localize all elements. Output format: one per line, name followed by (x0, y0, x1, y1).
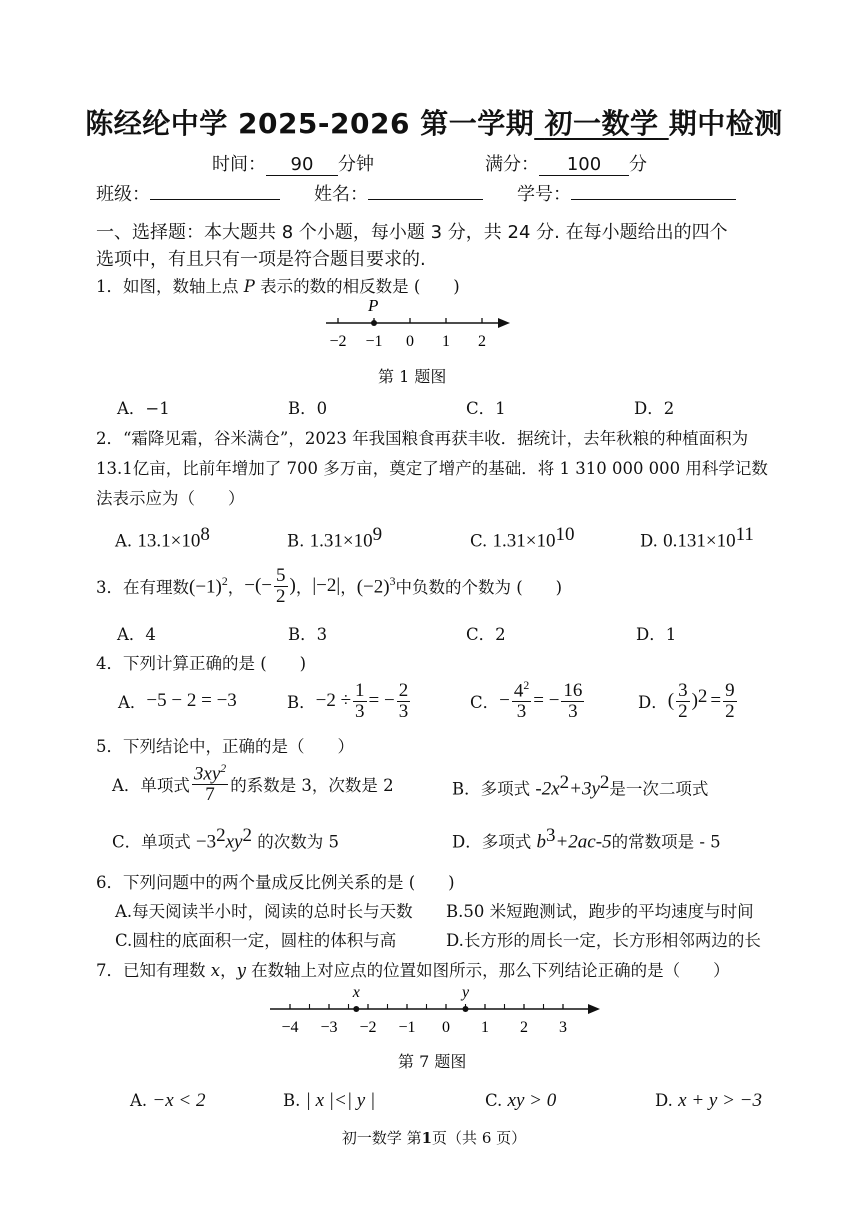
q1-axis-arrow (498, 318, 510, 328)
q1-point-p-label: P (368, 296, 379, 315)
q3-option-b[interactable]: B．3 (288, 625, 328, 644)
class-blank[interactable] (150, 179, 280, 200)
q7-option-a[interactable]: A. −x < 2 (130, 1090, 206, 1111)
class-label: 班级： (96, 184, 150, 205)
title-subject: 初一数学 (544, 107, 659, 140)
q2-line2: 13.1亿亩，比前年增加了 700 多万亩，奠定了增产的基础．将 1 310 000 000 用科学记数 (96, 459, 768, 478)
q2-line1: 2．“霜降见霜，谷米满仓”，2023 年我国粮食再获丰收．据统计，去年秋粮的种植面积为 (96, 429, 749, 448)
time-label: 时间： (212, 154, 266, 175)
q7-tick-label: 3 (559, 1019, 567, 1036)
q4-stem: 4．下列计算正确的是 ( ) (96, 654, 307, 673)
student-id-label: 学号： (517, 184, 571, 205)
q1-tick-label: 2 (478, 333, 486, 350)
title-prefix: 陈经纶中学 2025-2026 第一学期 (85, 107, 535, 140)
q1-var-p: P (243, 277, 255, 296)
page-footer: 初一数学 第1页（共 6 页） (341, 1129, 527, 1147)
q1-option-c[interactable]: C．1 (466, 399, 506, 418)
q6-option-d[interactable]: D.长方形的周长一定，长方形相邻两边的长 (446, 931, 761, 950)
class-field (96, 179, 280, 206)
name-field (314, 179, 483, 206)
q2-option-b[interactable]: B. $1.31\times 10^9$ (287, 524, 383, 552)
q2-option-c[interactable]: C. $1.31\times 10^{10}$ (470, 524, 575, 552)
q3-option-a[interactable]: A．4 (117, 625, 156, 644)
q7-tick-label: 1 (481, 1019, 489, 1036)
q3-stem: 3．在有理数 $(-1)^2$ ， −(− $\frac{5}{2}$ ) ， |−2| ， $(-2)^3$ 中负数的个数为 ( ) (96, 565, 563, 607)
q7-tick-label: −2 (359, 1019, 377, 1036)
q2-option-d[interactable]: D. $0.131\times 10^{11}$ (640, 524, 754, 552)
score-label: 满分： (485, 154, 539, 175)
time-value: 90 (266, 155, 338, 176)
time-info (212, 150, 374, 176)
q1-stem: 1．如图，数轴上点 P 表示的数的相反数是 ( ) (96, 277, 460, 296)
q1-tick-label: −1 (365, 333, 383, 350)
q1-tick-label: −2 (329, 333, 347, 350)
q4-option-b[interactable]: B． −2 ÷ $\frac{1}{3}$ = − $\frac{2}{3}$ (287, 679, 409, 722)
q7-axis-arrow (588, 1004, 600, 1014)
q7-tick-label: 2 (520, 1019, 528, 1036)
q7-stem: 7．已知有理数 x，y 在数轴上对应点的位置如图所示，那么下列结论正确的是（ ） (96, 961, 730, 980)
student-id-field (517, 179, 736, 206)
q7-point-x (353, 1006, 359, 1012)
section1-line1: 一、选择题：本大题共 8 个小题，每小题 3 分，共 24 分. 在每小题给出的四个 (96, 222, 728, 243)
q4-option-c[interactable]: C． − $\frac{4^2}{3}$ = − $\frac{16}{3}$ (470, 678, 583, 723)
q2-line3: 法表示应为（ ） (96, 489, 245, 508)
q6-option-c[interactable]: C.圆柱的底面积一定，圆柱的体积与高 (115, 931, 397, 950)
q1-option-d[interactable]: D．2 (634, 399, 675, 418)
footer-page-number: 1 (421, 1129, 433, 1147)
q7-point-y-label: y (461, 984, 470, 1001)
q7-option-c[interactable]: C. xy > 0 (485, 1090, 557, 1111)
section1-line2: 选项中，有且只有一项是符合题目要求的. (96, 249, 426, 270)
page-title (0, 102, 868, 142)
q2-option-a[interactable]: A. $13.1\times 10^8$ (115, 524, 210, 552)
q3-expr-1: $(-1)^2$ (189, 574, 228, 598)
q6-stem: 6．下列问题中的两个量成反比例关系的是 ( ) (96, 873, 455, 892)
q5-option-b[interactable]: B．多项式 $-2x^2+3y^2$是一次二项式 (452, 772, 709, 800)
q7-point-y (463, 1006, 469, 1012)
q7-number-line (260, 982, 610, 1042)
q3-expr-4: $(-2)^3$ (356, 574, 396, 598)
q3-expr-2: −(− $\frac{5}{2}$ ) (244, 565, 296, 607)
score-value: 100 (539, 155, 629, 176)
q1-option-b[interactable]: B．0 (288, 399, 328, 418)
student-id-blank[interactable] (571, 179, 736, 200)
name-blank[interactable] (368, 179, 483, 200)
q7-point-x-label: x (352, 984, 360, 1001)
q3-option-c[interactable]: C．2 (466, 625, 506, 644)
q4-option-d[interactable]: D． ( $\frac{3}{2}$ ) 2 = $\frac{9}{2}$ (638, 679, 735, 722)
q7-caption: 第 7 题图 (398, 1052, 467, 1071)
q1-point-p (371, 320, 377, 326)
q3-expr-3: |−2| (312, 575, 341, 597)
score-unit: 分 (629, 154, 647, 175)
q6-option-a[interactable]: A.每天阅读半小时，阅读的总时长与天数 (115, 902, 413, 921)
q5-option-c[interactable]: C．单项式 $-3^2xy^2$ 的次数为 5 (112, 825, 339, 853)
time-unit: 分钟 (338, 154, 374, 175)
q1-caption: 第 1 题图 (378, 367, 447, 386)
q7-tick-label: −1 (398, 1019, 416, 1036)
q5-stem: 5．下列结论中，正确的是（ ） (96, 737, 354, 756)
footer-total-pages: 6 (481, 1129, 492, 1147)
q1-tick-label: 0 (406, 333, 414, 350)
score-info (485, 150, 647, 176)
q7-option-d[interactable]: D. x + y > −3 (655, 1090, 762, 1111)
q1-number-line (310, 292, 520, 354)
q7-tick-label: 0 (442, 1019, 450, 1036)
q5-option-a[interactable]: A．单项式 $\frac{3xy^2}{7}$ 的系数是 3，次数是 2 (112, 761, 394, 806)
name-label: 姓名： (314, 184, 368, 205)
q3-option-d[interactable]: D．1 (636, 625, 677, 644)
q7-tick-label: −4 (281, 1019, 299, 1036)
q7-tick-label: −3 (320, 1019, 338, 1036)
q7-points (352, 984, 470, 1012)
title-suffix: 期中检测 (668, 107, 783, 140)
q6-option-b[interactable]: B.50 米短跑测试，跑步的平均速度与时间 (446, 902, 754, 921)
q7-option-b[interactable]: B. | x |<| y | (283, 1090, 376, 1111)
q1-option-a[interactable]: A．−1 (117, 399, 170, 418)
q4-option-a[interactable]: A． −5 − 2 = −3 (118, 690, 237, 712)
q1-tick-label: 1 (442, 333, 450, 350)
q5-option-d[interactable]: D．多项式 $b^3+2ac-5$的常数项是 - 5 (452, 825, 721, 853)
